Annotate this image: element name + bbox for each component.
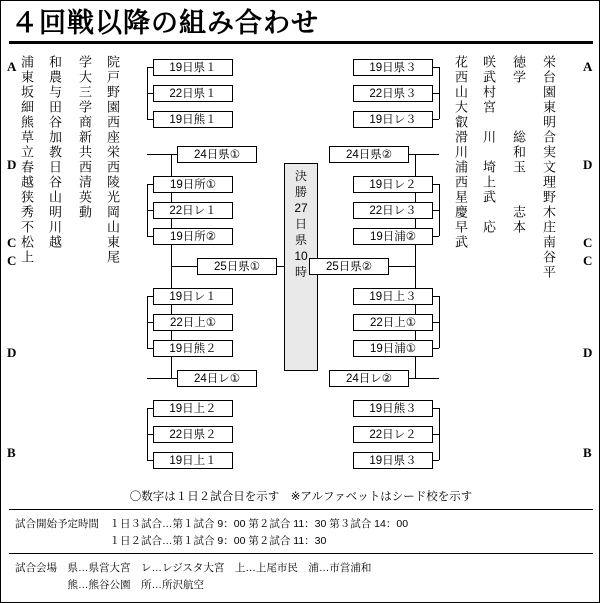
match-box[interactable]: 22日レ２	[353, 426, 433, 443]
match-box[interactable]: 25日県①	[197, 258, 277, 275]
match-box[interactable]: 22日レ３	[353, 202, 433, 219]
connector-line	[439, 296, 440, 348]
school-column-left-4: 院戸野園西座栄西陵光岡山東尾	[105, 55, 120, 265]
divider	[9, 509, 593, 510]
footer-line-1: 試合開始予定時間 １日３試合…第１試合 9：00 第２試合 11：30 第３試合 14：00	[15, 518, 409, 530]
seed-label-right-c2: C	[583, 253, 593, 268]
school-column-left-3: 学大三学商新共西清英動	[77, 55, 92, 220]
final-line-5: 日	[294, 217, 307, 231]
connector-line	[147, 378, 179, 379]
match-box[interactable]: 19日県３	[353, 452, 433, 469]
final-line-4: 27	[294, 201, 308, 215]
connector-line	[407, 378, 439, 379]
match-box[interactable]: 19日熊３	[353, 400, 433, 417]
title-bar	[9, 7, 593, 44]
seed-label-right-c1: C	[583, 235, 593, 250]
footer-line-3: 試合会場 県…県営大宮 レ…レジスタ大宮 上…上尾市民 浦…市営浦和	[15, 562, 372, 574]
final-line-6: 県	[294, 233, 307, 247]
school-column-right-1: 花西山大叡滑川浦西星慶早武	[453, 55, 468, 250]
match-box[interactable]: 19日熊２	[153, 340, 233, 357]
match-box[interactable]: 19日浦②	[353, 228, 433, 245]
school-column-right-2: 咲武村宮 川 埼上武 応	[481, 55, 496, 235]
match-box[interactable]: 22日上①	[353, 314, 433, 331]
footer-line-4: 熊…熊谷公園 所…所沢航空	[15, 579, 204, 591]
match-box[interactable]: 19日所①	[153, 176, 233, 193]
match-box[interactable]: 19日レ３	[353, 111, 433, 128]
match-box[interactable]: 19日県３	[353, 59, 433, 76]
page-title: ４回戦以降の組み合わせ	[11, 8, 319, 38]
match-box[interactable]: 24日県①	[177, 146, 257, 163]
school-column-right-4: 栄台園東明合実文理野木庄南谷平	[541, 55, 556, 280]
connector-line	[439, 184, 440, 236]
final-line-2: 勝	[294, 185, 307, 199]
match-box[interactable]: 19日県１	[153, 59, 233, 76]
seed-label-left-c2: C	[7, 253, 17, 268]
match-box[interactable]: 25日県②	[309, 258, 389, 275]
match-box[interactable]: 19日レ１	[153, 288, 233, 305]
connector-line	[439, 67, 440, 119]
seed-label-right-b1: B	[583, 445, 592, 460]
match-box[interactable]: 24日県②	[329, 146, 409, 163]
match-box[interactable]: 24日レ②	[329, 370, 409, 387]
match-box[interactable]: 19日浦①	[353, 340, 433, 357]
match-box[interactable]: 22日県３	[353, 85, 433, 102]
seed-label-right-d2: D	[583, 345, 593, 360]
school-column-right-3: 徳学 総和玉 志本	[511, 55, 526, 235]
seed-label-left-c1: C	[7, 235, 17, 250]
seed-label-left-d2: D	[7, 345, 17, 360]
match-box[interactable]: 24日レ①	[177, 370, 257, 387]
final-line-9: 時	[294, 265, 307, 279]
match-box[interactable]: 19日上３	[353, 288, 433, 305]
seed-label-left-a1: A	[7, 59, 17, 74]
divider	[9, 553, 593, 554]
match-box[interactable]: 19日上２	[153, 400, 233, 417]
legend-note: 〇数字は１日２試合日を示す ※アルファベットはシード校を示す	[129, 491, 473, 503]
seed-label-left-d1: D	[7, 157, 17, 172]
school-column-left-2: 和農与田谷加教日谷山明川越	[47, 55, 62, 250]
match-box[interactable]: 19日上１	[153, 452, 233, 469]
final-line-1: 決	[294, 169, 307, 183]
match-box[interactable]: 22日上①	[153, 314, 233, 331]
connector-line	[407, 154, 439, 155]
connector-line	[147, 154, 179, 155]
seed-label-right-d1: D	[583, 157, 593, 172]
final-line-8: 10	[294, 249, 308, 263]
school-column-left-1: 浦東坂細熊草立春越狭秀不松上	[19, 55, 34, 265]
connector-line	[387, 266, 415, 267]
bracket-diagram	[1, 45, 600, 485]
match-box[interactable]: 19日所②	[153, 228, 233, 245]
match-box[interactable]: 22日県２	[153, 426, 233, 443]
footer-line-2: １日２試合…第１試合 9：00 第２試合 11：30	[15, 535, 327, 547]
match-box[interactable]: 22日県１	[153, 85, 233, 102]
connector-line	[171, 266, 199, 267]
match-box[interactable]: 19日レ２	[353, 176, 433, 193]
seed-label-right-a1: A	[583, 59, 593, 74]
match-box[interactable]: 19日熊１	[153, 111, 233, 128]
seed-label-left-b1: B	[7, 445, 16, 460]
match-box[interactable]: 22日レ１	[153, 202, 233, 219]
connector-line	[439, 408, 440, 460]
